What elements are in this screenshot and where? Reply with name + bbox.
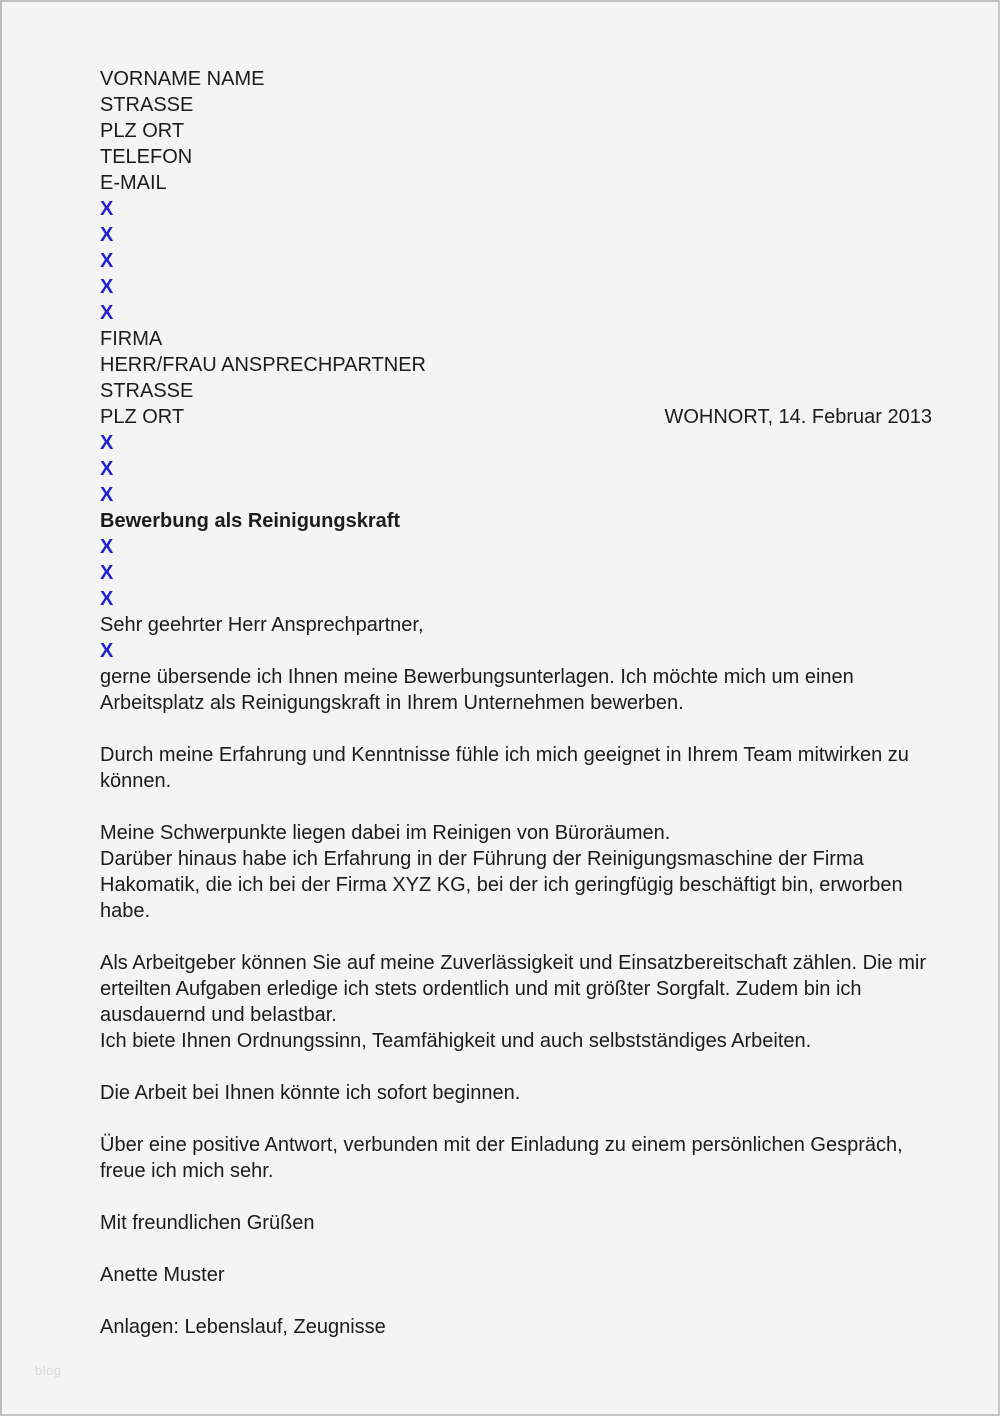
placeholder-x: X (100, 562, 114, 584)
enclosures-line: Anlagen: Lebenslauf, Zeugnisse (100, 1316, 386, 1338)
paragraph-text: Durch meine Erfahrung und Kenntnisse fühle ich mich geeignet in Ihrem Team mitwirken zu können. (100, 744, 909, 792)
paragraph-text: Ich biete Ihnen Ordnungssinn, Teamfähigkeit und auch selbstständiges Arbeiten. (100, 1030, 812, 1052)
placeholder-x: X (100, 276, 114, 298)
body-paragraph (100, 1132, 932, 1184)
salutation-line: Sehr geehrter Herr Ansprechpartner, (100, 614, 424, 636)
placeholder-x-group-after-recipient (100, 430, 932, 508)
placeholder-x-group-after-salutation (100, 638, 932, 664)
address-line: STRASSE (100, 94, 194, 116)
blog-watermark: blog (35, 1363, 62, 1378)
placeholder-x: X (100, 250, 114, 272)
recipient-city-line: PLZ ORT (100, 406, 185, 428)
address-line: FIRMA (100, 328, 163, 350)
paragraph-text: Darüber hinaus habe ich Erfahrung in der Führung der Reinigungsmaschine der Firma Hakomatik, die ich bei der Firma XYZ KG, bei der ich geringfügig beschäftigt bin, erworben habe. (100, 848, 903, 922)
address-line: TELEFON (100, 146, 193, 168)
placeholder-x: X (100, 640, 114, 662)
application-letter (100, 66, 932, 1340)
closing-line: Mit freundlichen Grüßen (100, 1212, 315, 1234)
placeholder-x-group-after-subject (100, 534, 932, 612)
body-paragraph (100, 742, 932, 794)
body-paragraphs (100, 664, 932, 1184)
address-line: E-MAIL (100, 172, 167, 194)
placeholder-x-group-after-sender (100, 196, 932, 326)
placeholder-x: X (100, 224, 114, 246)
body-paragraph (100, 664, 932, 716)
paragraph-text: Meine Schwerpunkte liegen dabei im Reinigen von Büroräumen. (100, 822, 671, 844)
recipient-block (100, 326, 932, 404)
paragraph-text: Als Arbeitgeber können Sie auf meine Zuverlässigkeit und Einsatzbereitschaft zählen. Die mir erteilten Aufgaben erledige ich stets ordentlich und mit größter Sorgfalt. Zudem bin ich ausdauernd und belastbar. (100, 952, 926, 1026)
body-paragraph (100, 950, 932, 1054)
address-line: HERR/FRAU ANSPRECHPARTNER (100, 354, 426, 376)
placeholder-x: X (100, 536, 114, 558)
sender-block (100, 66, 932, 196)
subject-line: Bewerbung als Reinigungskraft (100, 510, 401, 532)
address-line: STRASSE (100, 380, 194, 402)
paragraph-text: Über eine positive Antwort, verbunden mit der Einladung zu einem persönlichen Gespräch, freue ich mich sehr. (100, 1134, 903, 1182)
address-line: PLZ ORT (100, 120, 185, 142)
body-paragraph (100, 1080, 932, 1106)
placeholder-x: X (100, 588, 114, 610)
placeholder-x: X (100, 198, 114, 220)
signature-name: Anette Muster (100, 1264, 225, 1286)
paragraph-text: gerne übersende ich Ihnen meine Bewerbungsunterlagen. Ich möchte mich um einen Arbeitsplatz als Reinigungskraft in Ihrem Unternehmen bewerben. (100, 666, 854, 714)
place-date-line: WOHNORT, 14. Februar 2013 (664, 406, 932, 428)
placeholder-x: X (100, 432, 114, 454)
body-paragraph (100, 820, 932, 924)
placeholder-x: X (100, 302, 114, 324)
placeholder-x: X (100, 458, 114, 480)
address-line: VORNAME NAME (100, 68, 265, 90)
placeholder-x: X (100, 484, 114, 506)
paragraph-text: Die Arbeit bei Ihnen könnte ich sofort beginnen. (100, 1082, 521, 1104)
city-and-date-row (100, 404, 932, 430)
